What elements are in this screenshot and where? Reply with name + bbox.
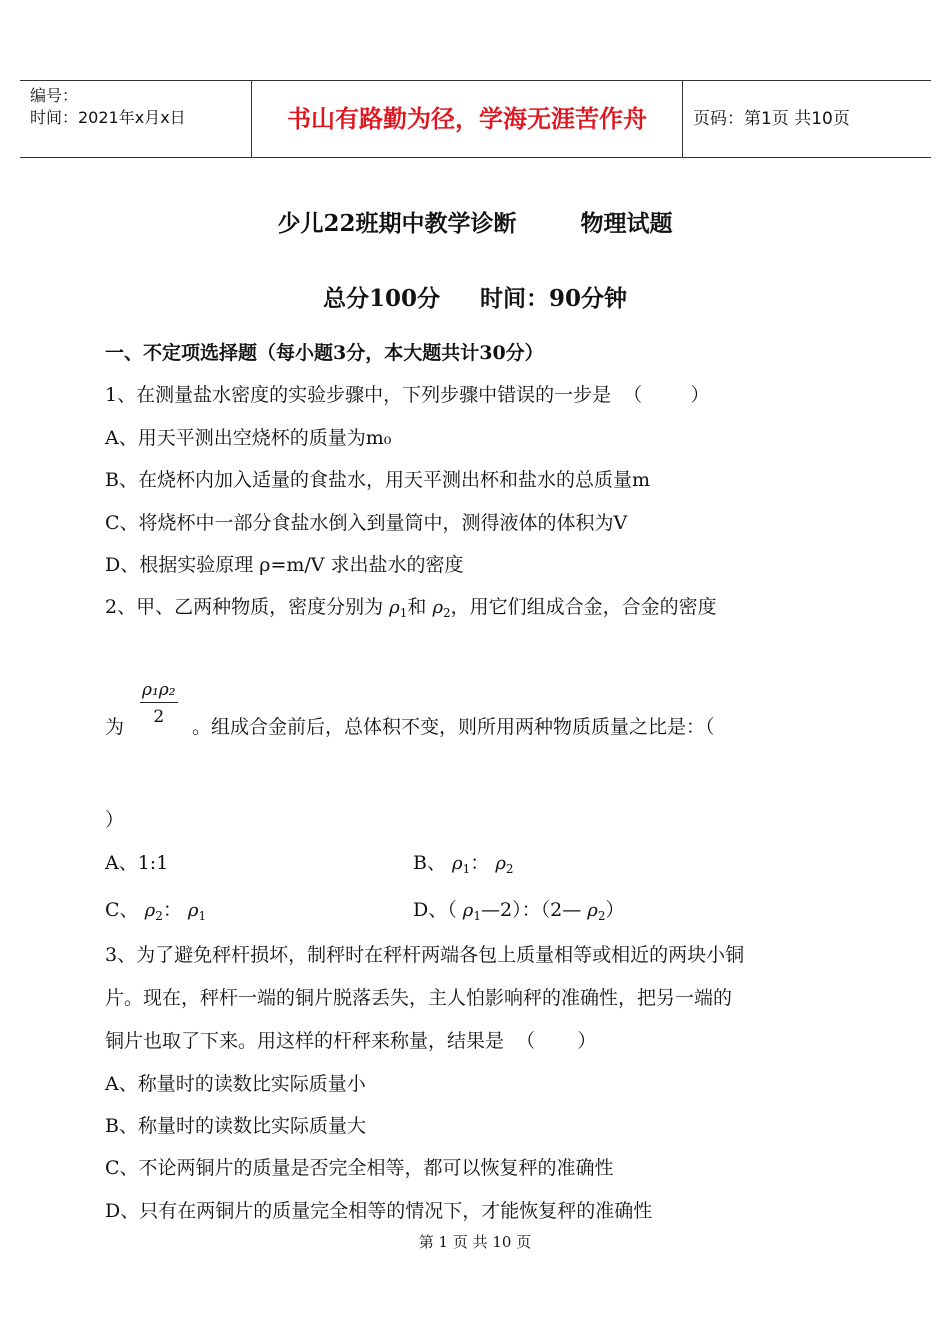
header-divider bbox=[682, 81, 683, 157]
rho-symbol: ρ bbox=[389, 597, 400, 618]
question-2-option-c: C、 $\rho_2$： $\rho_1$ bbox=[105, 899, 207, 923]
question-1-option-a: A、用天平测出空烧杯的质量为m₀ bbox=[105, 427, 392, 449]
question-3-option-b: B、称量时的读数比实际质量大 bbox=[105, 1115, 366, 1137]
question-2-stem: 2、甲、乙两种物质，密度分别为 $\rho_1$和 $\rho_2$，用它们组成合金，合金的密度 bbox=[105, 596, 717, 620]
question-3-option-d: D、只有在两铜片的质量完全相等的情况下，才能恢复秤的准确性 bbox=[105, 1200, 653, 1222]
section-heading: 一、不定项选择题（每小题3分，本大题共计30分） bbox=[105, 342, 544, 364]
question-3-option-a: A、称量时的读数比实际质量小 bbox=[105, 1073, 366, 1095]
question-1-option-b: B、在烧杯内加入适量的食盐水，用天平测出杯和盐水的总质量m bbox=[105, 469, 650, 491]
question-3-stem: 3、为了避免秤杆损坏，制秤时在秤杆两端各包上质量相等或相近的两块小铜 bbox=[105, 944, 745, 966]
page-subtitle: 总分100分 时间：90分钟 bbox=[322, 285, 628, 312]
number-label: 编号： bbox=[30, 86, 79, 105]
page-footer: 第 1 页 共 10 页 bbox=[418, 1233, 532, 1251]
header-page-label: 页码：第1页 共10页 bbox=[693, 109, 850, 129]
header-meta bbox=[30, 85, 186, 129]
page-header bbox=[20, 80, 931, 158]
rho-symbol: ρ bbox=[432, 597, 444, 618]
question-1-option-d: D、根据实验原理 ρ=m/V 求出盐水的密度 bbox=[105, 554, 464, 576]
time-label: 时间：2021年x月x日 bbox=[30, 108, 186, 127]
page-title: 少儿22班期中教学诊断 物理试题 bbox=[277, 210, 673, 237]
header-motto: 书山有路勤为径，学海无涯苦作舟 bbox=[287, 105, 647, 133]
question-2-option-d: D、（ $\rho_1—2$）：（2— $\rho_2$） bbox=[413, 899, 625, 923]
question-2-stem-cont: 为 。组成合金前后，总体积不变，则所用两种物质质量之比是：（ bbox=[105, 716, 715, 738]
question-1-stem: 1、在测量盐水密度的实验步骤中，下列步骤中错误的一步是 （ ） bbox=[105, 384, 710, 406]
question-2-option-a: A、1:1 bbox=[105, 852, 169, 874]
density-fraction: $\frac{\text{ρ₁ρ₂}}{2}$ bbox=[142, 680, 176, 727]
question-2-close: ） bbox=[105, 809, 125, 831]
question-3-stem: 片。现在，秤杆一端的铜片脱落丢失，主人怕影响秤的准确性，把另一端的 bbox=[105, 987, 733, 1009]
question-2-option-b: B、 $\rho_1$： $\rho_2$ bbox=[413, 852, 514, 876]
question-3-stem: 铜片也取了下来。用这样的杆秤来称量，结果是 （ ） bbox=[105, 1030, 597, 1052]
question-3-option-c: C、不论两铜片的质量是否完全相等，都可以恢复秤的准确性 bbox=[105, 1157, 614, 1179]
question-1-option-c: C、将烧杯中一部分食盐水倒入到量筒中，测得液体的体积为V bbox=[105, 512, 628, 534]
